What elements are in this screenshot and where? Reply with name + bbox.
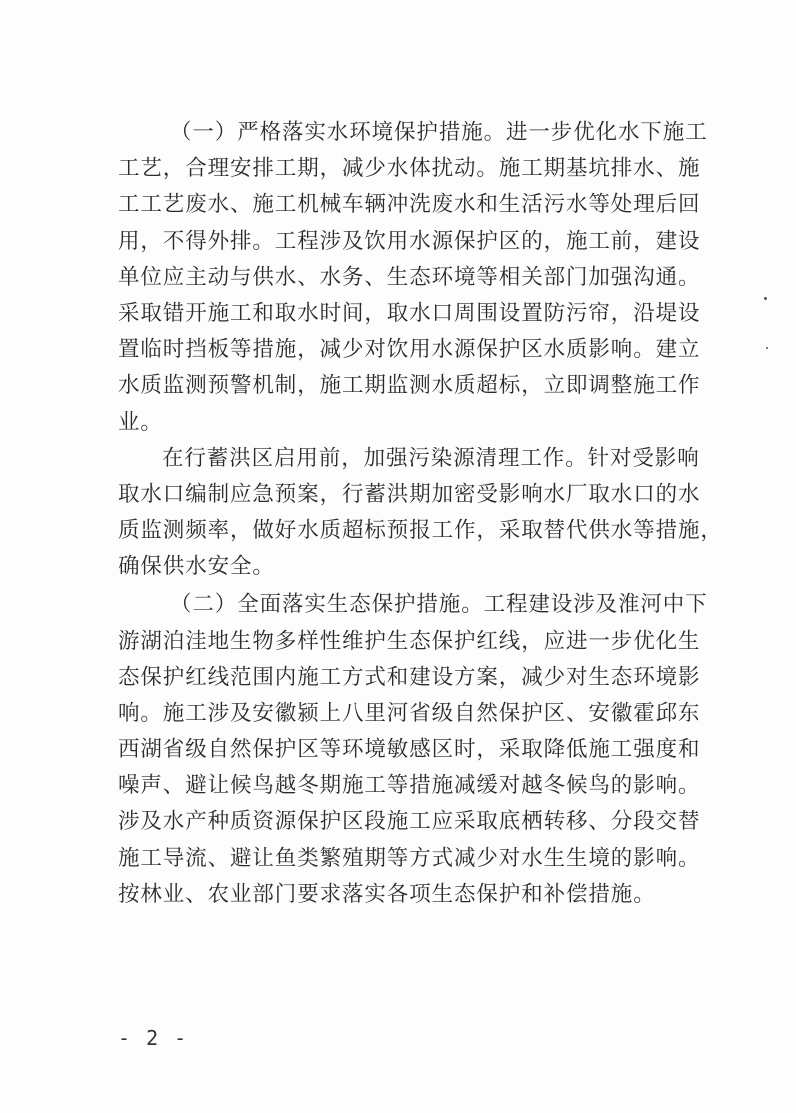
text-line: 游湖泊洼地生物多样性维护生态保护红线，应进一步优化生 bbox=[118, 629, 701, 654]
text-line: （二）全面落实生态保护措施。工程建设涉及淮河中下 bbox=[170, 592, 708, 617]
text-line: 涉及水产种质资源保护区段施工应采取底栖转移、分段交替 bbox=[118, 809, 701, 834]
text-line: 置临时挡板等措施，减少对饮用水源保护区水质影响。建立 bbox=[118, 337, 701, 362]
text-line: 西湖省级自然保护区等环境敏感区时，采取降低施工强度和 bbox=[118, 737, 701, 762]
text-line: 确保供水安全。 bbox=[118, 554, 275, 579]
text-line: （一）严格落实水环境保护措施。进一步优化水下施工 bbox=[170, 120, 708, 145]
text-line: 噪声、避让候鸟越冬期施工等措施减缓对越冬候鸟的影响。 bbox=[118, 773, 701, 798]
scan-speck bbox=[766, 347, 768, 349]
text-line: 质监测频率，做好水质超标预报工作，采取替代供水等措施， bbox=[118, 518, 723, 543]
text-line: 在行蓄洪区启用前，加强污染源清理工作。针对受影响 bbox=[162, 446, 700, 471]
text-line: 按林业、农业部门要求落实各项生态保护和补偿措施。 bbox=[118, 882, 656, 907]
text-line: 响。施工涉及安徽颍上八里河省级自然保护区、安徽霍邱东 bbox=[118, 701, 701, 726]
text-line: 业。 bbox=[118, 410, 163, 435]
text-line: 工艺，合理安排工期，减少水体扰动。施工期基坑排水、施 bbox=[118, 156, 701, 181]
scan-speck bbox=[764, 297, 767, 300]
text-line: 态保护红线范围内施工方式和建设方案，减少对生态环境影 bbox=[118, 665, 701, 690]
page-number: - 2 - bbox=[118, 1026, 189, 1050]
text-line: 单位应主动与供水、水务、生态环境等相关部门加强沟通。 bbox=[118, 265, 701, 290]
text-line: 取水口编制应急预案，行蓄洪期加密受影响水厂取水口的水 bbox=[118, 482, 701, 507]
text-line: 工工艺废水、施工机械车辆冲洗废水和生活污水等处理后回 bbox=[118, 192, 701, 217]
text-line: 水质监测预警机制，施工期监测水质超标，立即调整施工作 bbox=[118, 373, 701, 398]
text-line: 施工导流、避让鱼类繁殖期等方式减少对水生生境的影响。 bbox=[118, 846, 701, 871]
text-line: 采取错开施工和取水时间，取水口周围设置防污帘，沿堤设 bbox=[118, 301, 701, 326]
text-line: 用，不得外排。工程涉及饮用水源保护区的，施工前，建设 bbox=[118, 229, 701, 254]
